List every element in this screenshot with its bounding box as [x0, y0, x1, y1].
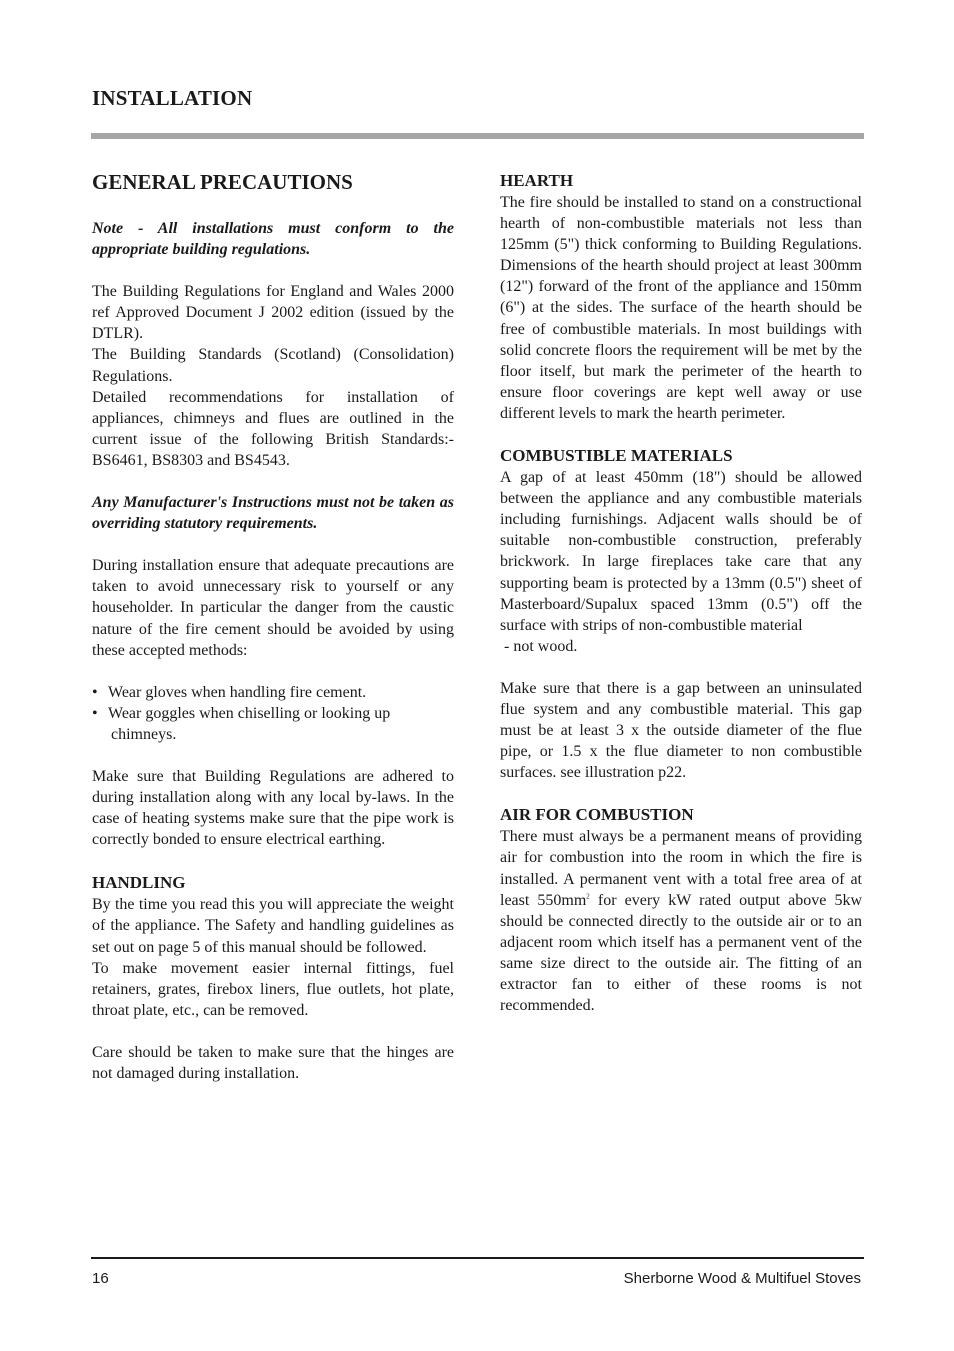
installation-precautions-paragraph: During installation ensure that adequate precautions are taken to avoid unnecessary risk to yourself or any householder. In particular the danger from the caustic nature of the fire cement should be avoided by using these accepted methods:	[92, 557, 454, 659]
handling-paragraph-2: To make movement easier internal fittings, fuel retainers, grates, firebox liners, flue outlets, hot plate, throat plate, etc., can be removed.	[92, 959, 454, 1019]
bylaws-paragraph: Make sure that Building Regulations are adhered to during installation along with any local by-laws. In the case of heating systems make sure that the pipe work is correctly bonded to ensure electrical earthing.	[92, 767, 454, 849]
manufacturer-instructions-note: Any Manufacturer's Instructions must not be taken as overriding statutory requirements.	[92, 494, 454, 533]
air-for-combustion-heading: AIR FOR COMBUSTION	[500, 805, 694, 825]
hearth-paragraph: The fire should be installed to stand on a constructional hearth of non-combustible materials not less than 125mm (5") thick conforming to Building Regulations. Dimensions of the hearth should project at least 300mm (12") forward of the front of the appliance and 150mm (6") at the sides. The surface of the hearth should be free of combustible materials. In most buildings with solid concrete floors the requirement will be met by the floor itself, but mark the perimeter of the hearth to ensure floor coverings are kept well away or use different levels to mark the hearth perimeter.	[500, 194, 862, 422]
hearth-heading: HEARTH	[500, 171, 574, 190]
combustible-materials-tail: - not wood.	[504, 637, 578, 655]
page-number: 16	[92, 1270, 109, 1287]
hinges-paragraph: Care should be taken to make sure that the hinges are not damaged during installation.	[92, 1043, 454, 1082]
combustible-materials-paragraph: A gap of at least 450mm (18") should be allowed between the appliance and any combustible materials including furnishings. Adjacent walls should be of suitable non-combustible construction, preferably brickwork. In large fireplaces take care that any supporting beam is protected by a 13mm (0.5") sheet of Masterboard/Supalux spaced 13mm (0.5") off the surface with strips of non-combustible material	[500, 469, 862, 634]
regulations-note: Note - All installations must conform to the appropriate building regulations.	[92, 220, 454, 259]
handling-heading: HANDLING	[92, 873, 186, 893]
right-column	[500, 170, 862, 1016]
superscript-two: 2	[586, 892, 590, 901]
safety-bullet-list	[92, 682, 454, 745]
handling-paragraph-1: By the time you read this you will appreciate the weight of the appliance. The Safety and handling guidelines as set out on page 5 of this manual should be followed.	[92, 896, 454, 956]
list-item: • Wear goggles when chiselling or looking up chimneys.	[92, 704, 391, 743]
british-standards-paragraph: Detailed recommendations for installation of appliances, chimneys and flues are outlined in the current issue of the following British Standards:- BS6461, BS8303 and BS4543.	[92, 388, 454, 469]
combustible-materials-heading: COMBUSTIBLE MATERIALS	[500, 446, 733, 466]
product-name: Sherborne Wood & Multifuel Stoves	[623, 1270, 861, 1287]
regulations-england-wales: The Building Regulations for England and Wales 2000 ref Approved Document J 2002 edition (issued by the DTLR).	[92, 283, 454, 343]
section-divider	[91, 133, 864, 139]
footer-divider	[91, 1257, 864, 1259]
list-item: • Wear gloves when handling fire cement.	[92, 683, 367, 701]
section-title: INSTALLATION	[92, 86, 253, 110]
left-column	[92, 168, 454, 1084]
air-for-combustion-paragraph: There must always be a permanent means of providing air for combustion into the room in which the fire is installed. A permanent vent with a total free area of at least $550mm^2$ for every kW rated output above 5kw should be connected directly to the outside air or to an adjacent room which itself has a permanent vent of the same size direct to the outside air. The fitting of an extractor fan to either of these rooms is not recommended.	[500, 828, 862, 1015]
flue-gap-paragraph: Make sure that there is a gap between an uninsulated flue system and any combustible material. This gap must be at least 3 x the outside diameter of the flue pipe, or 1.5 x the flue diameter to non combustible surfaces. see illustration p22.	[500, 679, 862, 782]
regulations-scotland: The Building Standards (Scotland) (Consolidation) Regulations.	[92, 346, 454, 385]
general-precautions-heading: GENERAL PRECAUTIONS	[92, 170, 353, 194]
